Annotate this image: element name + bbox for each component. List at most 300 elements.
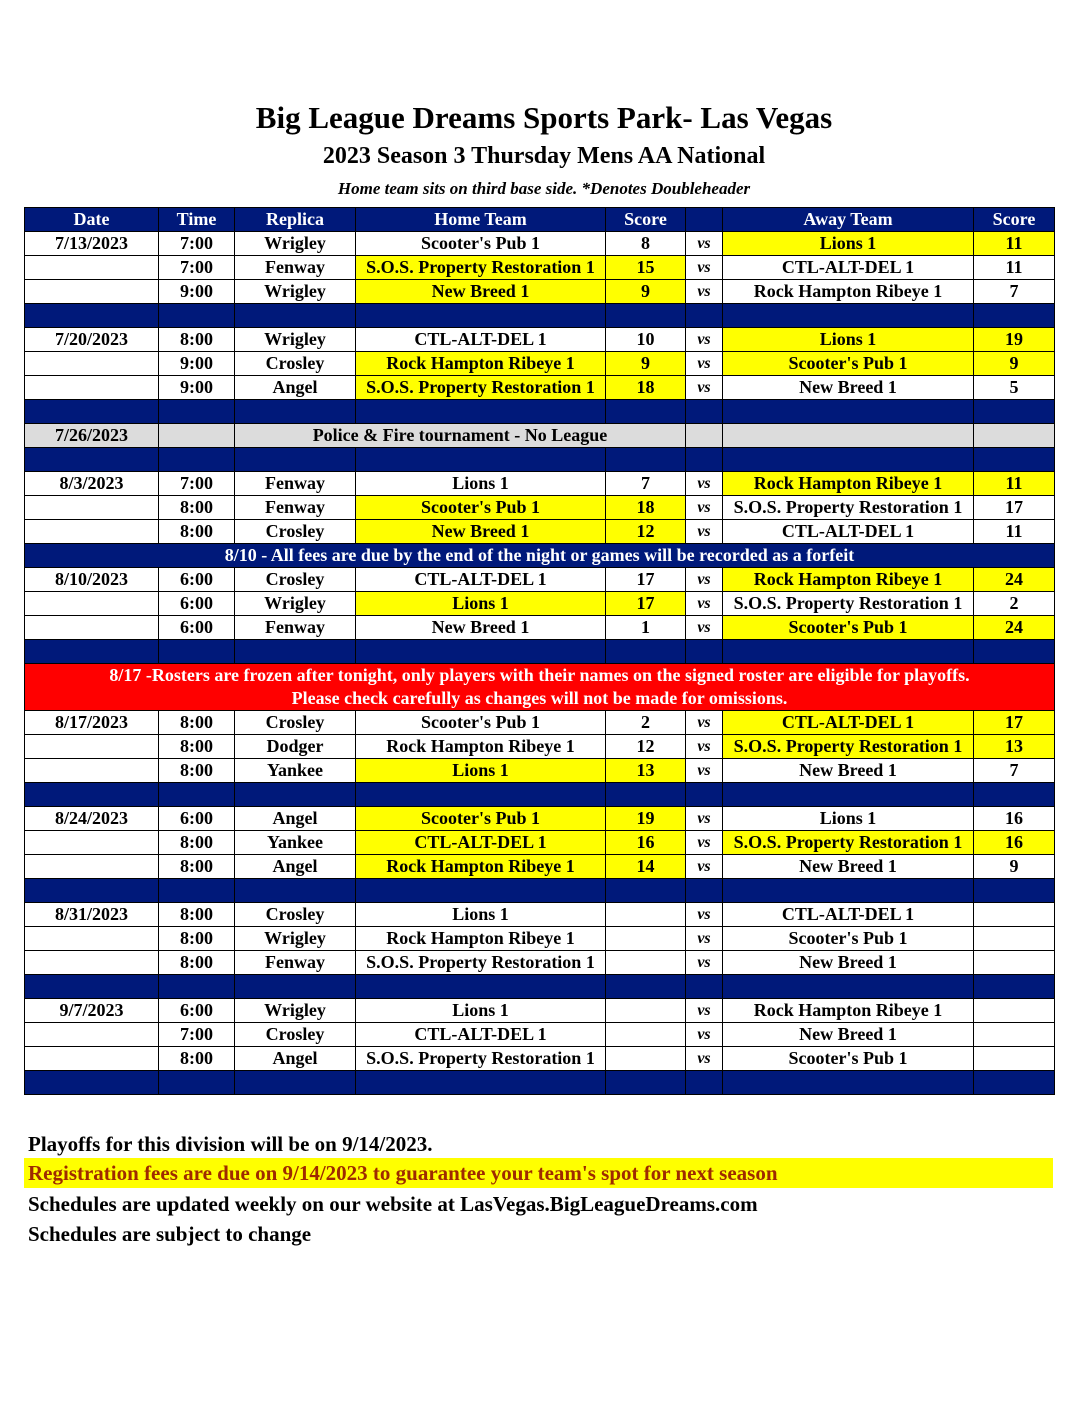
- change-note: Schedules are subject to change: [28, 1222, 312, 1246]
- game-date: [25, 927, 159, 951]
- game-field: Wrigley: [235, 232, 356, 256]
- table-row: [25, 831, 1055, 855]
- vs-label: vs: [686, 903, 723, 927]
- roster-notice-row: [25, 664, 1055, 711]
- separator-row: [25, 448, 1055, 472]
- home-team: CTL-ALT-DEL 1: [356, 568, 606, 592]
- home-team: CTL-ALT-DEL 1: [356, 831, 606, 855]
- away-team: Lions 1: [723, 807, 974, 831]
- separator-cell: [686, 975, 723, 999]
- home-score: 13: [606, 759, 686, 783]
- home-team: Lions 1: [356, 759, 606, 783]
- away-team: Rock Hampton Ribeye 1: [723, 568, 974, 592]
- separator-cell: [356, 783, 606, 807]
- game-time: 6:00: [159, 999, 235, 1023]
- game-time: 7:00: [159, 256, 235, 280]
- game-field: Crosley: [235, 520, 356, 544]
- game-time: 6:00: [159, 807, 235, 831]
- separator-cell: [25, 783, 159, 807]
- home-score: 10: [606, 328, 686, 352]
- game-date: 9/7/2023: [25, 999, 159, 1023]
- fee-notice-text: 8/10 - All fees are due by the end of the night or games will be recorded as a forfeit: [25, 544, 1055, 568]
- game-time: 8:00: [159, 496, 235, 520]
- fee-notice-row: [25, 544, 1055, 568]
- separator-cell: [606, 975, 686, 999]
- table-row: [25, 328, 1055, 352]
- vs-label: vs: [686, 927, 723, 951]
- home-team: S.O.S. Property Restoration 1: [356, 951, 606, 975]
- separator-cell: [235, 975, 356, 999]
- playoffs-note: Playoffs for this division will be on 9/14/2023.: [28, 1132, 433, 1156]
- separator-cell: [25, 879, 159, 903]
- separator-row: [25, 783, 1055, 807]
- away-team: Scooter's Pub 1: [723, 1047, 974, 1071]
- game-date: 7/13/2023: [25, 232, 159, 256]
- separator-cell: [235, 400, 356, 424]
- separator-cell: [25, 640, 159, 664]
- away-team: Rock Hampton Ribeye 1: [723, 280, 974, 304]
- separator-cell: [25, 304, 159, 328]
- home-score: 14: [606, 855, 686, 879]
- table-row: [25, 1047, 1055, 1071]
- separator-cell: [606, 400, 686, 424]
- separator-cell: [25, 975, 159, 999]
- blank-cell: [974, 424, 1055, 448]
- home-score: 7: [606, 472, 686, 496]
- website-note: Schedules are updated weekly on our website at LasVegas.BigLeagueDreams.com: [28, 1192, 758, 1216]
- away-score: 2: [974, 592, 1055, 616]
- col-header-away-score: Score: [974, 208, 1055, 232]
- away-team: S.O.S. Property Restoration 1: [723, 735, 974, 759]
- separator-cell: [356, 640, 606, 664]
- away-team: New Breed 1: [723, 376, 974, 400]
- col-header-home-score: Score: [606, 208, 686, 232]
- col-header-time: Time: [159, 208, 235, 232]
- separator-row: [25, 1071, 1055, 1095]
- away-score: 11: [974, 232, 1055, 256]
- away-score: [974, 1023, 1055, 1047]
- col-header-replica: Replica: [235, 208, 356, 232]
- home-score: [606, 1023, 686, 1047]
- game-time: 8:00: [159, 328, 235, 352]
- separator-cell: [723, 400, 974, 424]
- separator-cell: [723, 879, 974, 903]
- game-time: 7:00: [159, 232, 235, 256]
- separator-cell: [159, 448, 235, 472]
- separator-cell: [356, 975, 606, 999]
- game-time: 8:00: [159, 711, 235, 735]
- separator-cell: [606, 640, 686, 664]
- game-field: Angel: [235, 1047, 356, 1071]
- game-time: 7:00: [159, 1023, 235, 1047]
- home-team: Lions 1: [356, 903, 606, 927]
- separator-cell: [686, 304, 723, 328]
- vs-label: vs: [686, 999, 723, 1023]
- home-score: 18: [606, 376, 686, 400]
- game-date: 7/20/2023: [25, 328, 159, 352]
- game-date: [25, 1023, 159, 1047]
- separator-cell: [235, 640, 356, 664]
- game-field: Crosley: [235, 352, 356, 376]
- game-time: 6:00: [159, 592, 235, 616]
- registration-note: Registration fees are due on 9/14/2023 to guarantee your team's spot for next season: [24, 1158, 1053, 1188]
- table-row: [25, 735, 1055, 759]
- game-field: Angel: [235, 855, 356, 879]
- game-field: Crosley: [235, 903, 356, 927]
- away-team: S.O.S. Property Restoration 1: [723, 592, 974, 616]
- game-time: 7:00: [159, 472, 235, 496]
- game-time: 6:00: [159, 568, 235, 592]
- separator-cell: [159, 783, 235, 807]
- table-row: [25, 711, 1055, 735]
- game-time: 9:00: [159, 352, 235, 376]
- away-score: 11: [974, 520, 1055, 544]
- table-row: [25, 616, 1055, 640]
- separator-cell: [974, 400, 1055, 424]
- away-score: 16: [974, 807, 1055, 831]
- page-title: Big League Dreams Sports Park- Las Vegas: [255, 100, 833, 135]
- game-time: 8:00: [159, 1047, 235, 1071]
- separator-row: [25, 304, 1055, 328]
- vs-label: vs: [686, 472, 723, 496]
- page-note: Home team sits on third base side. *Denotes Doubleheader: [337, 179, 751, 198]
- game-date: [25, 855, 159, 879]
- away-team: S.O.S. Property Restoration 1: [723, 496, 974, 520]
- home-team: CTL-ALT-DEL 1: [356, 1023, 606, 1047]
- home-team: S.O.S. Property Restoration 1: [356, 256, 606, 280]
- home-score: [606, 999, 686, 1023]
- away-score: 17: [974, 496, 1055, 520]
- away-team: Scooter's Pub 1: [723, 927, 974, 951]
- away-team: New Breed 1: [723, 951, 974, 975]
- game-time: 8:00: [159, 735, 235, 759]
- game-date: [25, 735, 159, 759]
- separator-cell: [974, 1071, 1055, 1095]
- separator-row: [25, 640, 1055, 664]
- home-team: S.O.S. Property Restoration 1: [356, 376, 606, 400]
- home-score: 15: [606, 256, 686, 280]
- blank-cell: [686, 424, 723, 448]
- table-row: [25, 280, 1055, 304]
- game-time: 8:00: [159, 831, 235, 855]
- col-header-date: Date: [25, 208, 159, 232]
- away-team: Lions 1: [723, 328, 974, 352]
- vs-label: vs: [686, 232, 723, 256]
- table-row: [25, 927, 1055, 951]
- home-team: Rock Hampton Ribeye 1: [356, 352, 606, 376]
- game-field: Fenway: [235, 472, 356, 496]
- game-date: 8/24/2023: [25, 807, 159, 831]
- game-date: 8/10/2023: [25, 568, 159, 592]
- separator-cell: [606, 1071, 686, 1095]
- game-date: 7/26/2023: [25, 424, 159, 448]
- separator-cell: [723, 640, 974, 664]
- away-team: Scooter's Pub 1: [723, 616, 974, 640]
- table-row: [25, 376, 1055, 400]
- away-score: 11: [974, 256, 1055, 280]
- away-score: 9: [974, 855, 1055, 879]
- game-field: Crosley: [235, 568, 356, 592]
- vs-label: vs: [686, 951, 723, 975]
- page-subtitle: 2023 Season 3 Thursday Mens AA National: [322, 143, 766, 169]
- no-league-text: Police & Fire tournament - No League: [235, 424, 686, 448]
- home-score: 12: [606, 735, 686, 759]
- separator-cell: [606, 879, 686, 903]
- vs-label: vs: [686, 280, 723, 304]
- home-team: Scooter's Pub 1: [356, 496, 606, 520]
- away-score: 19: [974, 328, 1055, 352]
- blank-cell: [723, 424, 974, 448]
- game-time: 8:00: [159, 759, 235, 783]
- game-date: [25, 831, 159, 855]
- vs-label: vs: [686, 831, 723, 855]
- separator-cell: [606, 304, 686, 328]
- away-team: CTL-ALT-DEL 1: [723, 256, 974, 280]
- game-field: Dodger: [235, 735, 356, 759]
- home-score: 1: [606, 616, 686, 640]
- separator-cell: [686, 1071, 723, 1095]
- vs-label: vs: [686, 616, 723, 640]
- home-score: [606, 927, 686, 951]
- separator-cell: [723, 783, 974, 807]
- separator-cell: [356, 400, 606, 424]
- home-team: Rock Hampton Ribeye 1: [356, 855, 606, 879]
- separator-cell: [686, 448, 723, 472]
- separator-cell: [235, 448, 356, 472]
- away-score: [974, 951, 1055, 975]
- no-league-row: [25, 424, 1055, 448]
- separator-cell: [723, 1071, 974, 1095]
- game-field: Fenway: [235, 616, 356, 640]
- home-score: [606, 903, 686, 927]
- separator-cell: [974, 879, 1055, 903]
- home-score: 17: [606, 592, 686, 616]
- table-row: [25, 1023, 1055, 1047]
- home-score: 2: [606, 711, 686, 735]
- vs-label: vs: [686, 568, 723, 592]
- separator-cell: [25, 1071, 159, 1095]
- game-time: 8:00: [159, 903, 235, 927]
- away-team: Lions 1: [723, 232, 974, 256]
- game-time: 8:00: [159, 520, 235, 544]
- home-score: 16: [606, 831, 686, 855]
- home-score: 8: [606, 232, 686, 256]
- away-team: New Breed 1: [723, 759, 974, 783]
- vs-label: vs: [686, 520, 723, 544]
- game-time: 9:00: [159, 376, 235, 400]
- away-team: CTL-ALT-DEL 1: [723, 520, 974, 544]
- separator-cell: [974, 304, 1055, 328]
- table-row: [25, 472, 1055, 496]
- away-team: CTL-ALT-DEL 1: [723, 903, 974, 927]
- schedule-body: [25, 232, 1055, 1095]
- game-field: Angel: [235, 376, 356, 400]
- home-team: Lions 1: [356, 472, 606, 496]
- game-field: Angel: [235, 807, 356, 831]
- home-score: [606, 1047, 686, 1071]
- home-score: 19: [606, 807, 686, 831]
- table-row: [25, 568, 1055, 592]
- separator-cell: [686, 400, 723, 424]
- separator-cell: [723, 448, 974, 472]
- col-header-away-team: Away Team: [723, 208, 974, 232]
- separator-cell: [235, 304, 356, 328]
- separator-cell: [159, 304, 235, 328]
- vs-label: vs: [686, 592, 723, 616]
- roster-notice: [25, 664, 1055, 711]
- away-score: 24: [974, 568, 1055, 592]
- vs-label: vs: [686, 328, 723, 352]
- vs-label: vs: [686, 1047, 723, 1071]
- table-row: [25, 592, 1055, 616]
- away-team: Rock Hampton Ribeye 1: [723, 999, 974, 1023]
- schedule-table: [24, 207, 1055, 1095]
- away-team: New Breed 1: [723, 855, 974, 879]
- col-header-home-team: Home Team: [356, 208, 606, 232]
- away-score: [974, 927, 1055, 951]
- away-score: [974, 1047, 1055, 1071]
- separator-cell: [159, 640, 235, 664]
- separator-cell: [686, 879, 723, 903]
- table-row: [25, 999, 1055, 1023]
- vs-label: vs: [686, 759, 723, 783]
- table-row: [25, 855, 1055, 879]
- game-field: Wrigley: [235, 999, 356, 1023]
- home-team: Scooter's Pub 1: [356, 232, 606, 256]
- table-row: [25, 352, 1055, 376]
- game-field: Wrigley: [235, 280, 356, 304]
- home-team: Lions 1: [356, 592, 606, 616]
- separator-row: [25, 879, 1055, 903]
- away-score: [974, 999, 1055, 1023]
- separator-cell: [723, 304, 974, 328]
- table-row: [25, 232, 1055, 256]
- game-time: 6:00: [159, 616, 235, 640]
- home-score: 17: [606, 568, 686, 592]
- separator-cell: [686, 640, 723, 664]
- game-date: [25, 352, 159, 376]
- game-field: Wrigley: [235, 328, 356, 352]
- separator-cell: [356, 1071, 606, 1095]
- separator-cell: [25, 400, 159, 424]
- home-team: Rock Hampton Ribeye 1: [356, 735, 606, 759]
- home-score: [606, 951, 686, 975]
- game-field: Yankee: [235, 759, 356, 783]
- game-date: [25, 496, 159, 520]
- home-score: 12: [606, 520, 686, 544]
- game-time: 8:00: [159, 927, 235, 951]
- away-score: 24: [974, 616, 1055, 640]
- away-team: S.O.S. Property Restoration 1: [723, 831, 974, 855]
- home-team: Rock Hampton Ribeye 1: [356, 927, 606, 951]
- separator-cell: [25, 448, 159, 472]
- game-field: Fenway: [235, 496, 356, 520]
- away-score: [974, 903, 1055, 927]
- separator-cell: [356, 304, 606, 328]
- away-team: CTL-ALT-DEL 1: [723, 711, 974, 735]
- away-team: Scooter's Pub 1: [723, 352, 974, 376]
- game-date: [25, 376, 159, 400]
- game-field: Wrigley: [235, 927, 356, 951]
- home-team: New Breed 1: [356, 520, 606, 544]
- vs-label: vs: [686, 711, 723, 735]
- home-score: 9: [606, 280, 686, 304]
- table-row: [25, 807, 1055, 831]
- separator-cell: [974, 975, 1055, 999]
- separator-cell: [606, 783, 686, 807]
- separator-row: [25, 975, 1055, 999]
- vs-label: vs: [686, 855, 723, 879]
- separator-cell: [723, 975, 974, 999]
- game-time: 8:00: [159, 951, 235, 975]
- separator-cell: [235, 783, 356, 807]
- game-field: Crosley: [235, 711, 356, 735]
- away-score: 9: [974, 352, 1055, 376]
- separator-cell: [974, 448, 1055, 472]
- col-header-vs: [686, 208, 723, 232]
- home-team: New Breed 1: [356, 280, 606, 304]
- home-team: Lions 1: [356, 999, 606, 1023]
- away-team: New Breed 1: [723, 1023, 974, 1047]
- vs-label: vs: [686, 376, 723, 400]
- vs-label: vs: [686, 256, 723, 280]
- roster-notice-line-2: Please check carefully as changes will not be made for omissions.: [291, 688, 788, 708]
- away-score: 7: [974, 759, 1055, 783]
- game-date: [25, 759, 159, 783]
- game-date: [25, 520, 159, 544]
- separator-cell: [974, 783, 1055, 807]
- away-score: 17: [974, 711, 1055, 735]
- away-score: 5: [974, 376, 1055, 400]
- separator-cell: [686, 783, 723, 807]
- blank-cell: [159, 424, 235, 448]
- separator-cell: [235, 879, 356, 903]
- table-row: [25, 903, 1055, 927]
- game-field: Fenway: [235, 951, 356, 975]
- away-score: 13: [974, 735, 1055, 759]
- home-team: Scooter's Pub 1: [356, 807, 606, 831]
- game-field: Fenway: [235, 256, 356, 280]
- game-date: 8/31/2023: [25, 903, 159, 927]
- game-field: Yankee: [235, 831, 356, 855]
- home-team: New Breed 1: [356, 616, 606, 640]
- away-score: 16: [974, 831, 1055, 855]
- table-row: [25, 759, 1055, 783]
- separator-cell: [159, 879, 235, 903]
- game-field: Crosley: [235, 1023, 356, 1047]
- vs-label: vs: [686, 496, 723, 520]
- game-date: 8/17/2023: [25, 711, 159, 735]
- game-date: [25, 951, 159, 975]
- home-team: CTL-ALT-DEL 1: [356, 328, 606, 352]
- game-date: [25, 280, 159, 304]
- game-date: [25, 616, 159, 640]
- separator-cell: [974, 640, 1055, 664]
- separator-cell: [159, 1071, 235, 1095]
- separator-cell: [356, 448, 606, 472]
- table-row: [25, 520, 1055, 544]
- separator-cell: [159, 975, 235, 999]
- vs-label: vs: [686, 807, 723, 831]
- home-team: Scooter's Pub 1: [356, 711, 606, 735]
- game-time: 8:00: [159, 855, 235, 879]
- separator-row: [25, 400, 1055, 424]
- vs-label: vs: [686, 1023, 723, 1047]
- game-field: Wrigley: [235, 592, 356, 616]
- home-score: 18: [606, 496, 686, 520]
- home-score: 9: [606, 352, 686, 376]
- separator-cell: [159, 400, 235, 424]
